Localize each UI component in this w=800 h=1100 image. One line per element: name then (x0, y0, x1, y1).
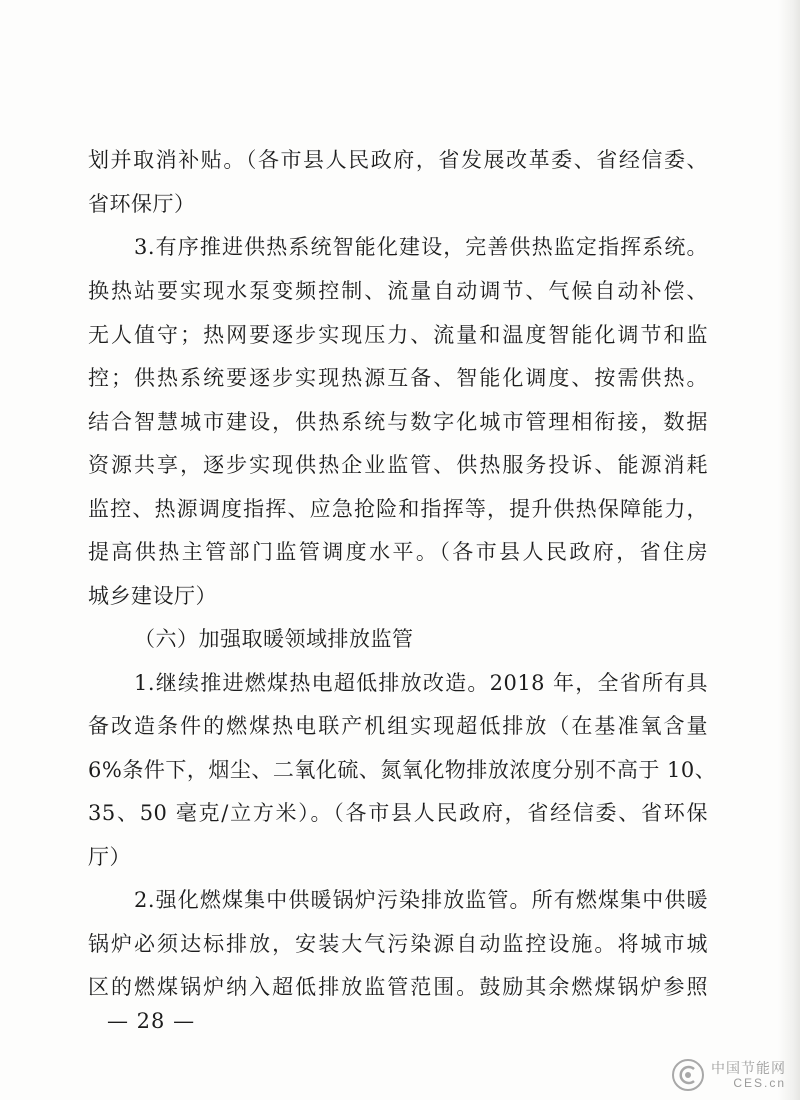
text-line: 区的燃煤锅炉纳入超低排放监管范围。鼓励其余燃煤锅炉参照 (88, 975, 708, 999)
text-line: 控；供热系统要逐步实现热源互备、智能化调度、按需供热。 (88, 366, 708, 390)
text-line: 备改造条件的燃煤热电联产机组实现超低排放（在基准氧含量 (88, 714, 708, 738)
text-line: 2.强化燃煤集中供暖锅炉污染排放监管。所有燃煤集中供暖 (134, 888, 708, 912)
text-line: 厅） (88, 845, 131, 869)
text-line: 3.有序推进供热系统智能化建设，完善供热监定指挥系统。 (134, 235, 708, 259)
text-line: 6%条件下，烟尘、二氧化硫、氮氧化物排放浓度分别不高于 10、 (88, 758, 717, 782)
text-line: 锅炉必须达标排放，安装大气污染源自动监控设施。将城市城 (88, 932, 708, 956)
page-edge-shadow (778, 0, 800, 1100)
text-line: 结合智慧城市建设，供热系统与数字化城市管理相衔接，数据 (88, 410, 708, 434)
text-line: 35、50 毫克/立方米）。（各市县人民政府，省经信委、省环保 (88, 801, 708, 825)
text-line: 换热站要实现水泵变频控制、流量自动调节、气候自动补偿、 (88, 279, 708, 303)
watermark-en-text: CES.cn (733, 1076, 786, 1090)
text-line: 城乡建设厅） (88, 584, 217, 608)
text-line: 1.继续推进燃煤热电超低排放改造。2018 年，全省所有具 (134, 671, 708, 695)
text-line: 监控、热源调度指挥、应急抢险和指挥等，提升供热保障能力， (88, 497, 708, 521)
text-line: 资源共享，逐步实现供热企业监管、供热服务投诉、能源消耗 (88, 453, 708, 477)
section-heading: （六）加强取暖领域排放监管 (134, 627, 414, 651)
text-line: 划并取消补贴。（各市县人民政府，省发展改革委、省经信委、 (88, 148, 708, 172)
text-line: 无人值守；热网要逐步实现压力、流量和温度智能化调节和监 (88, 323, 708, 347)
page-number: — 28 — (107, 1009, 196, 1033)
watermark-cn-text: 中国节能网 (711, 1060, 786, 1076)
text-line: 省环保厅） (88, 192, 196, 216)
text-line: 提高供热主管部门监管调度水平。（各市县人民政府，省住房 (88, 540, 708, 564)
ces-logo-icon (671, 1058, 705, 1092)
watermark (671, 1058, 786, 1092)
